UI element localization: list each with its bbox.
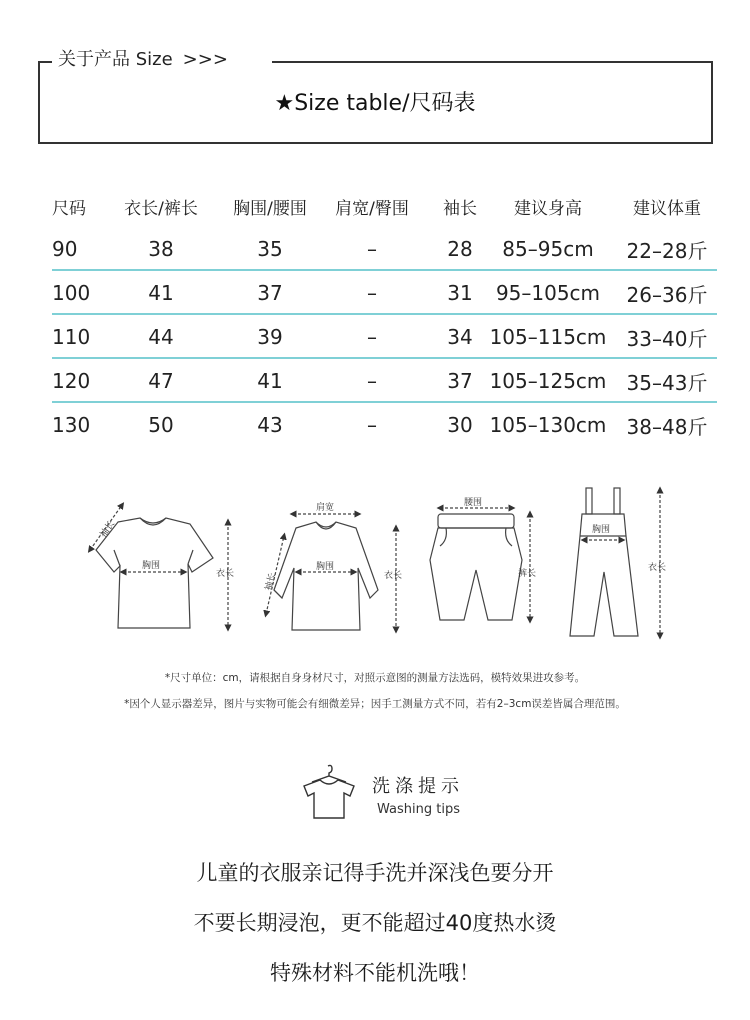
table-cell: 105–115cm (489, 325, 607, 349)
header-arrows: >>> (182, 49, 228, 70)
measurement-note: *尺寸单位：cm，请根据自身身材尺寸，对照示意图的测量方法选码，模特效果进攻参考。 (164, 672, 586, 684)
table-row (52, 403, 717, 447)
table-cell: 110 (52, 325, 91, 349)
table-cell: 100 (52, 281, 91, 305)
table-cell: 39 (257, 325, 283, 349)
size-table-header-cell: 衣长/裤长 (124, 198, 198, 219)
table-cell: 50 (148, 413, 174, 437)
table-cell: – (367, 281, 377, 305)
table-cell: – (367, 237, 377, 261)
table-cell: 22–28斤 (626, 238, 708, 263)
table-cell: 33–40斤 (626, 326, 708, 351)
overalls-diagram-icon (570, 488, 638, 636)
table-cell: 28 (447, 237, 473, 261)
sweater-sleeve-label: 袖长 (263, 571, 279, 592)
table-row (52, 315, 717, 359)
shirt-hanger-icon (300, 760, 360, 820)
pants-diagram-icon (430, 514, 522, 620)
table-row (52, 359, 717, 403)
tshirt-length-label: 衣长 (216, 569, 235, 579)
tip-line-3: 特殊材料不能机洗哦！ (270, 961, 480, 985)
table-cell: 44 (148, 325, 174, 349)
table-cell: 35–43斤 (626, 370, 708, 395)
overalls-chest-label: 胸围 (592, 525, 611, 535)
pants-length-label: 裤长 (518, 569, 537, 579)
table-cell: – (367, 369, 377, 393)
table-cell: 120 (52, 369, 91, 393)
page-title: ★Size table/尺码表 (274, 91, 476, 116)
table-cell: 105–125cm (489, 369, 607, 393)
table-cell: 43 (257, 413, 283, 437)
sweater-shoulder-label: 肩宽 (316, 503, 335, 513)
size-table-header-cell: 建议体重 (633, 198, 701, 219)
table-cell: 37 (447, 369, 473, 393)
size-table-header (52, 185, 717, 227)
table-cell: 41 (148, 281, 174, 305)
header-label (58, 48, 228, 72)
table-row (52, 227, 717, 271)
tip-line-1: 儿童的衣服亲记得手洗并深浅色要分开 (196, 861, 554, 885)
size-table (52, 185, 717, 447)
table-cell: 37 (257, 281, 283, 305)
sweater-diagram-icon (274, 522, 378, 630)
table-cell: 95–105cm (495, 281, 601, 305)
tshirt-sleeve-label: 袖长 (98, 519, 118, 540)
tip-line-2: 不要长期浸泡，更不能超过40度热水烫 (193, 911, 557, 935)
washing-subtitle: Washing tips (377, 802, 460, 817)
table-cell: 35 (257, 237, 283, 261)
table-cell: 34 (447, 325, 473, 349)
table-cell: 85–95cm (502, 237, 594, 261)
size-table-header-cell: 袖长 (443, 198, 477, 219)
table-cell: 26–36斤 (626, 282, 708, 307)
header-label-text: 关于产品 Size (58, 49, 173, 70)
tshirt-chest-label: 胸围 (142, 561, 161, 571)
size-table-header-cell: 建议身高 (514, 198, 582, 219)
table-cell: 30 (447, 413, 473, 437)
sweater-chest-label: 胸围 (316, 562, 335, 572)
tshirt-diagram-icon (96, 518, 213, 628)
pants-waist-label: 腰围 (464, 498, 483, 508)
table-cell: 38–48斤 (626, 414, 708, 439)
sweater-length-label: 衣长 (384, 571, 403, 581)
table-cell: 130 (52, 413, 91, 437)
washing-title: 洗涤提示 (372, 776, 464, 797)
table-cell: – (367, 413, 377, 437)
table-cell: 90 (52, 237, 78, 261)
table-cell: 105–130cm (489, 413, 607, 437)
table-cell: 41 (257, 369, 283, 393)
table-cell: – (367, 325, 377, 349)
table-row (52, 271, 717, 315)
size-table-header-cell: 胸围/腰围 (233, 198, 307, 219)
size-table-header-cell: 尺码 (52, 198, 86, 219)
table-cell: 47 (148, 369, 174, 393)
overalls-length-label: 衣长 (648, 563, 667, 573)
measurement-diagrams (78, 480, 678, 640)
table-cell: 38 (148, 237, 174, 261)
size-table-header-cell: 肩宽/臀围 (335, 198, 409, 219)
table-cell: 31 (447, 281, 473, 305)
display-difference-note: *因个人显示器差异，图片与实物可能会有细微差异；因手工测量方式不同，若有2–3cm误差皆属合理范围。 (124, 698, 626, 710)
